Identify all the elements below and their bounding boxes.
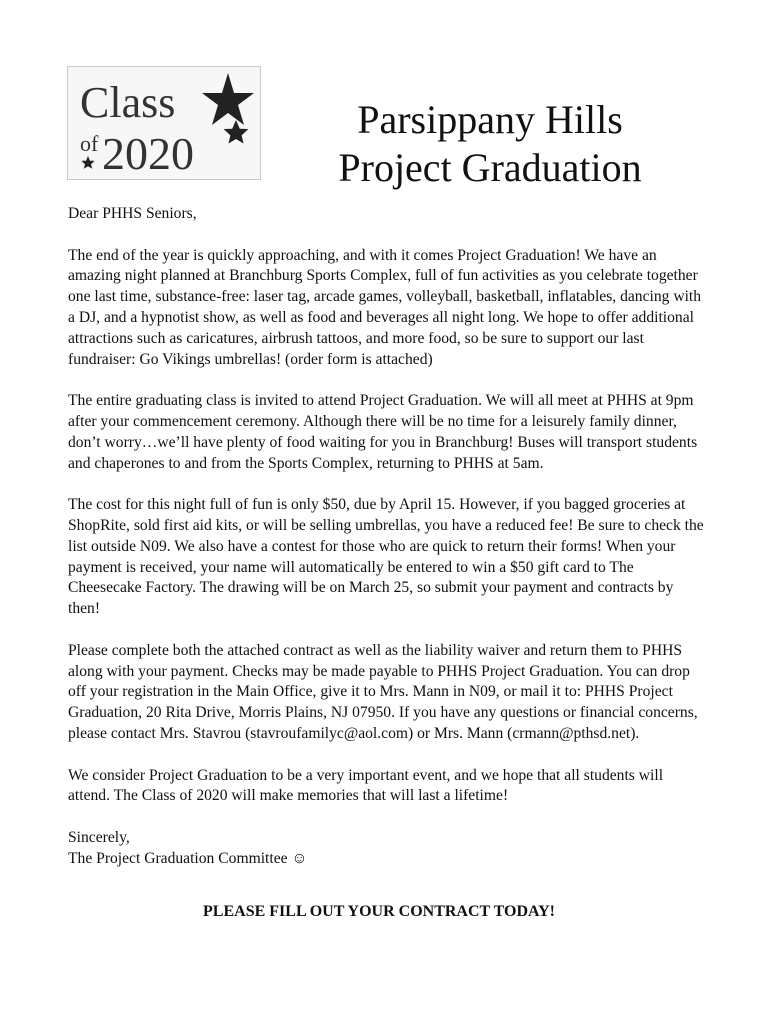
logo-word-of: of <box>80 131 99 156</box>
paragraph-closing-note: We consider Project Graduation to be a very important event, and we hope that all students will attend. The Class of 2020 will make memories that will last a lifetime! <box>68 766 664 805</box>
paragraph-event-overview: The end of the year is quickly approaching, and with it comes Project Graduation! We have an amazing night planned at Branchburg Sports Complex, full of fun activities as you celebrate together one last time, substance-free: laser tag, arcade games, volleyball, basketball, inflatables, dancing with a DJ, and a hypnotist show, as well as food and beverages all night long. We hope to offer additional attractions such as caricatures, airbrush tattoos, and more food, so be sure to support our last fundraiser: Go Vikings umbrellas! (order form is attached) <box>68 246 702 368</box>
page-title <box>300 96 680 192</box>
class-of-2020-logo-graphic <box>68 67 260 179</box>
signature: The Project Graduation Committee ☺ <box>68 849 308 867</box>
paragraph-registration: Please complete both the attached contract as well as the liability waiver and return them to PHHS along with your payment. Checks may be made payable to PHHS Project Graduation. You can drop off your registration in the Main Office, give it to Mrs. Mann in N09, or mail it to: PHHS Project Graduation, 20 Rita Drive, Morris Plains, NJ 07950. If you have any questions or financial concerns, please contact Mrs. Stavrou (stavroufamilyc@aol.com) or Mrs. Mann (crmann@pthsd.net). <box>68 641 698 742</box>
logo-word-class: Class <box>80 78 176 127</box>
small-star-icon <box>81 156 94 169</box>
signoff <box>68 828 708 870</box>
title-line-1: Parsippany Hills <box>357 97 623 142</box>
letter-body <box>68 204 708 890</box>
call-to-action: PLEASE FILL OUT YOUR CONTRACT TODAY! <box>203 903 555 920</box>
closing: Sincerely, <box>68 828 130 846</box>
logo-word-year: 2020 <box>102 128 194 179</box>
medium-star-icon <box>224 120 249 144</box>
paragraph-logistics: The entire graduating class is invited to attend Project Graduation. We will all meet at PHHS at 9pm after your commencement ceremony. Although there will be no time for a leisurely family dinner, don’t worry…we’ll have plenty of food waiting for you in Branchburg! Buses will transport students and chaperones to and from the Sports Complex, returning to PHHS at 5am. <box>68 392 698 472</box>
paragraph-cost: The cost for this night full of fun is only $50, due by April 15. However, if you bagged groceries at ShopRite, sold first aid kits, or will be selling umbrellas, you have a reduced fee! Be sure to check the list outside N09. We also have a contest for those who are quick to return their forms! When your payment is received, your name will automatically be entered to win a $50 gift card to The Cheesecake Factory. The drawing will be on March 25, so submit your payment and contracts by then! <box>68 496 704 618</box>
class-of-2020-logo <box>67 66 261 180</box>
title-line-2: Project Graduation <box>338 145 642 190</box>
large-star-icon <box>202 73 254 125</box>
salutation: Dear PHHS Seniors, <box>68 205 197 222</box>
